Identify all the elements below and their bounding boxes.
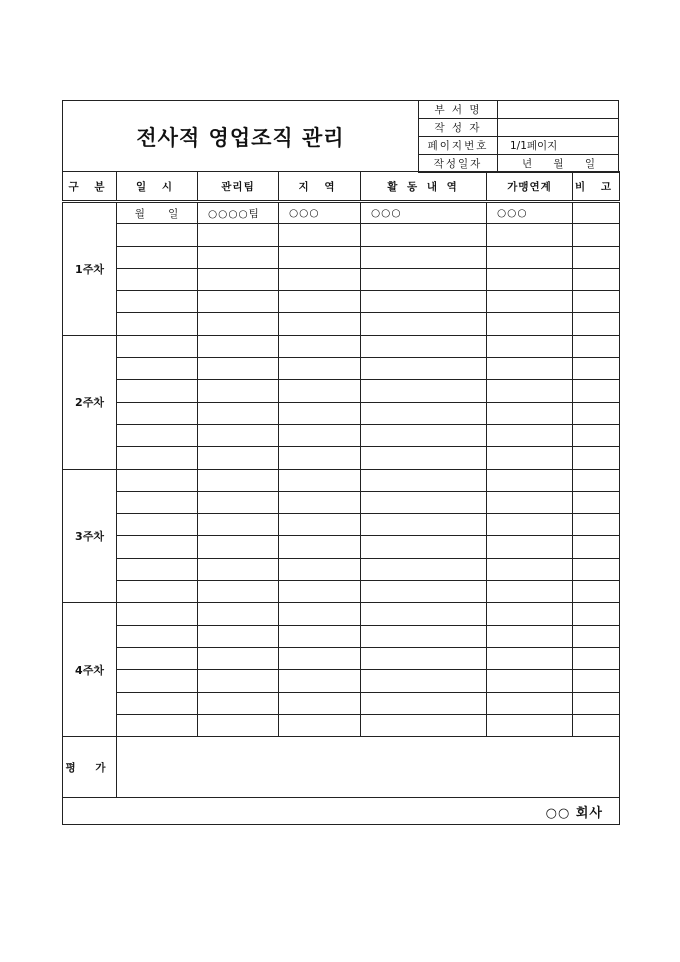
- document: [62, 100, 619, 825]
- region-cell[interactable]: [279, 469, 361, 491]
- team-cell[interactable]: [198, 313, 279, 335]
- affiliate-cell[interactable]: [487, 647, 573, 669]
- affiliate-cell[interactable]: [487, 670, 573, 692]
- region-cell[interactable]: [279, 224, 361, 246]
- company-name: ○○ 회사: [63, 798, 620, 825]
- table-row: [63, 670, 620, 692]
- document-title: 전사적 영업조직 관리: [136, 125, 345, 150]
- team-cell[interactable]: [198, 469, 279, 491]
- table-row: [63, 536, 620, 558]
- remarks-cell[interactable]: [573, 647, 620, 669]
- datetime-cell[interactable]: [117, 469, 198, 491]
- datetime-cell[interactable]: [117, 603, 198, 625]
- datetime-cell[interactable]: [117, 358, 198, 380]
- datetime-cell[interactable]: [117, 224, 198, 246]
- activity-cell[interactable]: [361, 424, 487, 446]
- table-row: [63, 469, 620, 491]
- activity-cell[interactable]: [361, 581, 487, 603]
- affiliate-cell[interactable]: [487, 692, 573, 714]
- affiliate-cell[interactable]: [487, 402, 573, 424]
- region-cell[interactable]: [279, 558, 361, 580]
- table-row: [63, 514, 620, 536]
- datetime-cell[interactable]: [117, 670, 198, 692]
- activity-cell[interactable]: [361, 291, 487, 313]
- table-header-row: [63, 172, 620, 202]
- affiliate-cell[interactable]: [487, 335, 573, 357]
- remarks-cell[interactable]: [573, 380, 620, 402]
- region-cell[interactable]: [279, 581, 361, 603]
- datetime-cell[interactable]: [117, 424, 198, 446]
- remarks-cell[interactable]: [573, 313, 620, 335]
- activity-cell[interactable]: [361, 447, 487, 469]
- activity-cell[interactable]: [361, 491, 487, 513]
- team-cell[interactable]: [198, 625, 279, 647]
- affiliate-cell[interactable]: [487, 514, 573, 536]
- activity-cell[interactable]: [361, 692, 487, 714]
- meta-label-department: 부 서 명: [419, 101, 498, 119]
- region-cell[interactable]: [279, 402, 361, 424]
- table-row: [63, 268, 620, 290]
- week-label: 1주차: [63, 202, 117, 336]
- team-cell[interactable]: [198, 692, 279, 714]
- region-cell[interactable]: [279, 491, 361, 513]
- remarks-cell[interactable]: [573, 714, 620, 736]
- datetime-cell[interactable]: [117, 692, 198, 714]
- region-cell[interactable]: [279, 603, 361, 625]
- remarks-cell[interactable]: [573, 358, 620, 380]
- document-header: [62, 100, 619, 171]
- table-row: [63, 313, 620, 335]
- table-row: [63, 246, 620, 268]
- affiliate-cell[interactable]: [487, 313, 573, 335]
- remarks-cell[interactable]: [573, 625, 620, 647]
- affiliate-cell[interactable]: ○○○: [487, 202, 573, 224]
- activity-cell[interactable]: [361, 313, 487, 335]
- table-row: [63, 491, 620, 513]
- meta-value-author[interactable]: [498, 119, 620, 137]
- team-cell[interactable]: [198, 291, 279, 313]
- team-cell[interactable]: [198, 224, 279, 246]
- datetime-cell[interactable]: [117, 380, 198, 402]
- team-cell[interactable]: [198, 268, 279, 290]
- remarks-cell[interactable]: [573, 581, 620, 603]
- table-row: [63, 581, 620, 603]
- region-cell[interactable]: [279, 268, 361, 290]
- activity-cell[interactable]: [361, 402, 487, 424]
- datetime-cell[interactable]: [117, 625, 198, 647]
- datetime-cell[interactable]: [117, 335, 198, 357]
- activity-cell[interactable]: [361, 536, 487, 558]
- datetime-cell[interactable]: [117, 313, 198, 335]
- evaluation-input[interactable]: [117, 737, 620, 798]
- team-cell[interactable]: [198, 424, 279, 446]
- table-row: [63, 358, 620, 380]
- activity-table: [62, 171, 620, 825]
- team-cell[interactable]: [198, 402, 279, 424]
- column-header-region: 지 역: [279, 172, 361, 202]
- region-cell[interactable]: [279, 536, 361, 558]
- team-cell[interactable]: [198, 558, 279, 580]
- team-cell[interactable]: [198, 447, 279, 469]
- evaluation-label: 평 가: [63, 737, 117, 798]
- team-cell[interactable]: [198, 714, 279, 736]
- activity-cell[interactable]: [361, 335, 487, 357]
- activity-cell[interactable]: [361, 246, 487, 268]
- remarks-cell[interactable]: [573, 469, 620, 491]
- region-cell[interactable]: [279, 380, 361, 402]
- activity-cell[interactable]: [361, 714, 487, 736]
- activity-cell[interactable]: [361, 603, 487, 625]
- region-cell[interactable]: [279, 447, 361, 469]
- region-cell[interactable]: [279, 291, 361, 313]
- remarks-cell[interactable]: [573, 447, 620, 469]
- column-header-affiliate: 가맹연계: [487, 172, 573, 202]
- remarks-cell[interactable]: [573, 224, 620, 246]
- table-row: [63, 647, 620, 669]
- datetime-cell[interactable]: [117, 268, 198, 290]
- remarks-cell[interactable]: [573, 536, 620, 558]
- team-cell[interactable]: [198, 380, 279, 402]
- region-cell[interactable]: [279, 514, 361, 536]
- datetime-cell[interactable]: [117, 291, 198, 313]
- table-row: [63, 224, 620, 246]
- region-cell[interactable]: [279, 670, 361, 692]
- affiliate-cell[interactable]: [487, 491, 573, 513]
- week-label: 3주차: [63, 469, 117, 603]
- meta-table: [418, 101, 619, 173]
- datetime-cell[interactable]: [117, 447, 198, 469]
- activity-cell[interactable]: [361, 469, 487, 491]
- remarks-cell[interactable]: [573, 514, 620, 536]
- remarks-cell[interactable]: [573, 603, 620, 625]
- affiliate-cell[interactable]: [487, 424, 573, 446]
- affiliate-cell[interactable]: [487, 603, 573, 625]
- team-cell[interactable]: [198, 514, 279, 536]
- affiliate-cell[interactable]: [487, 714, 573, 736]
- activity-cell[interactable]: [361, 514, 487, 536]
- remarks-cell[interactable]: [573, 246, 620, 268]
- team-cell[interactable]: [198, 358, 279, 380]
- remarks-cell[interactable]: [573, 202, 620, 224]
- activity-cell[interactable]: [361, 625, 487, 647]
- evaluation-row: [63, 737, 620, 798]
- table-row: [63, 202, 620, 224]
- column-header-team: 관리팀: [198, 172, 279, 202]
- affiliate-cell[interactable]: [487, 291, 573, 313]
- team-cell[interactable]: [198, 581, 279, 603]
- table-row: [63, 402, 620, 424]
- region-cell[interactable]: [279, 335, 361, 357]
- affiliate-cell[interactable]: [487, 447, 573, 469]
- meta-label-page-number: 페이지번호: [419, 137, 498, 155]
- affiliate-cell[interactable]: [487, 358, 573, 380]
- affiliate-cell[interactable]: [487, 469, 573, 491]
- affiliate-cell[interactable]: [487, 581, 573, 603]
- column-header-remarks: 비 고: [573, 172, 620, 202]
- week-label: 4주차: [63, 603, 117, 737]
- team-cell[interactable]: [198, 246, 279, 268]
- activity-cell[interactable]: [361, 558, 487, 580]
- team-cell[interactable]: ○○○○팀: [198, 202, 279, 224]
- datetime-cell[interactable]: [117, 581, 198, 603]
- remarks-cell[interactable]: [573, 335, 620, 357]
- meta-label-date: 작성일자: [419, 154, 498, 172]
- table-row: [63, 603, 620, 625]
- activity-cell[interactable]: [361, 647, 487, 669]
- week-label: 2주차: [63, 335, 117, 469]
- region-cell[interactable]: [279, 313, 361, 335]
- activity-cell[interactable]: [361, 268, 487, 290]
- remarks-cell[interactable]: [573, 670, 620, 692]
- team-cell[interactable]: [198, 335, 279, 357]
- remarks-cell[interactable]: [573, 558, 620, 580]
- affiliate-cell[interactable]: [487, 246, 573, 268]
- region-cell[interactable]: [279, 358, 361, 380]
- meta-value-page-number[interactable]: 1/1페이지: [498, 137, 620, 155]
- remarks-cell[interactable]: [573, 692, 620, 714]
- datetime-cell[interactable]: [117, 536, 198, 558]
- region-cell[interactable]: [279, 625, 361, 647]
- table-row: [63, 335, 620, 357]
- datetime-cell[interactable]: [117, 246, 198, 268]
- affiliate-cell[interactable]: [487, 625, 573, 647]
- team-cell[interactable]: [198, 536, 279, 558]
- team-cell[interactable]: [198, 491, 279, 513]
- datetime-cell[interactable]: [117, 558, 198, 580]
- remarks-cell[interactable]: [573, 291, 620, 313]
- activity-cell[interactable]: [361, 670, 487, 692]
- table-row: [63, 625, 620, 647]
- team-cell[interactable]: [198, 647, 279, 669]
- footer-row: [63, 798, 620, 825]
- activity-cell[interactable]: [361, 224, 487, 246]
- datetime-cell[interactable]: 월 일: [117, 202, 198, 224]
- column-header-category: 구 분: [63, 172, 117, 202]
- meta-value-date[interactable]: 년 월 일: [498, 154, 620, 172]
- affiliate-cell[interactable]: [487, 224, 573, 246]
- datetime-cell[interactable]: [117, 514, 198, 536]
- region-cell[interactable]: ○○○: [279, 202, 361, 224]
- affiliate-cell[interactable]: [487, 536, 573, 558]
- table-row: [63, 291, 620, 313]
- remarks-cell[interactable]: [573, 424, 620, 446]
- activity-cell[interactable]: ○○○: [361, 202, 487, 224]
- region-cell[interactable]: [279, 647, 361, 669]
- region-cell[interactable]: [279, 692, 361, 714]
- activity-cell[interactable]: [361, 358, 487, 380]
- table-row: [63, 714, 620, 736]
- meta-value-department[interactable]: [498, 101, 620, 119]
- remarks-cell[interactable]: [573, 402, 620, 424]
- table-row: [63, 447, 620, 469]
- remarks-cell[interactable]: [573, 268, 620, 290]
- affiliate-cell[interactable]: [487, 380, 573, 402]
- column-header-datetime: 일 시: [117, 172, 198, 202]
- team-cell[interactable]: [198, 670, 279, 692]
- region-cell[interactable]: [279, 246, 361, 268]
- table-row: [63, 558, 620, 580]
- activity-cell[interactable]: [361, 380, 487, 402]
- datetime-cell[interactable]: [117, 491, 198, 513]
- affiliate-cell[interactable]: [487, 268, 573, 290]
- meta-label-author: 작 성 자: [419, 119, 498, 137]
- table-row: [63, 380, 620, 402]
- week-rows: [63, 202, 620, 737]
- datetime-cell[interactable]: [117, 647, 198, 669]
- team-cell[interactable]: [198, 603, 279, 625]
- column-header-activity: 활 동 내 역: [361, 172, 487, 202]
- affiliate-cell[interactable]: [487, 558, 573, 580]
- region-cell[interactable]: [279, 424, 361, 446]
- table-row: [63, 424, 620, 446]
- region-cell[interactable]: [279, 714, 361, 736]
- datetime-cell[interactable]: [117, 714, 198, 736]
- datetime-cell[interactable]: [117, 402, 198, 424]
- table-row: [63, 692, 620, 714]
- remarks-cell[interactable]: [573, 491, 620, 513]
